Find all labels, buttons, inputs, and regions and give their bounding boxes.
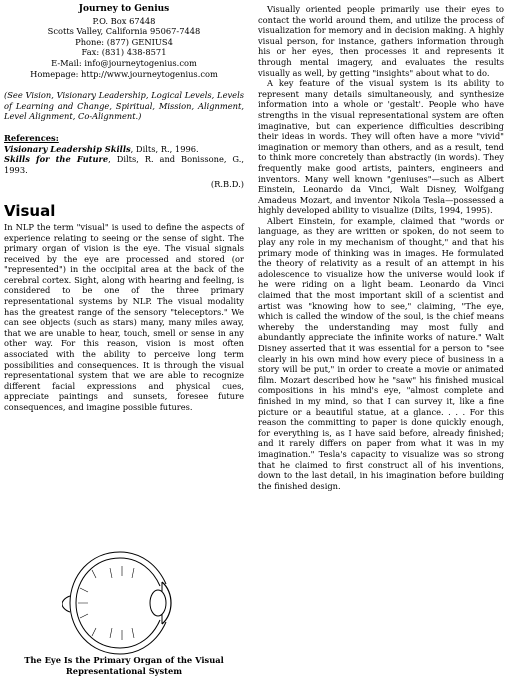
reference-item bbox=[4, 154, 244, 175]
contact-city: Scotts Valley, California 95067-7448 bbox=[47, 26, 201, 37]
figure-caption: The Eye Is the Primary Organ of the Visual Representational System bbox=[24, 655, 224, 676]
contact-fax: Fax: (831) 438-8571 bbox=[81, 47, 167, 58]
lens bbox=[150, 590, 166, 616]
reference-title: Skills for the Future bbox=[4, 154, 109, 165]
retina-lines bbox=[78, 570, 96, 636]
eye-diagram bbox=[62, 548, 178, 658]
reference-details: , Dilts, R. and Bonissone, G., 1993. bbox=[4, 154, 244, 175]
author-initials: (R.B.D.) bbox=[210, 179, 244, 190]
reference-details: , Dilts, R., 1996. bbox=[130, 143, 199, 154]
contact-email[interactable]: E-Mail: info@journeytogenius.com bbox=[51, 57, 197, 68]
right-column bbox=[258, 4, 504, 491]
references-heading: References: bbox=[4, 132, 59, 143]
vessel-lines bbox=[110, 566, 134, 640]
left-column bbox=[4, 4, 244, 413]
left-body-paragraph: In NLP the term "visual" is used to define the aspects of experience relating to seeing or the sense of sight. The primary organ of vision is the eye. The visual signals received by the eye are processed and stored (or "represented") in the occipital area at the back of the cerebral cortex. Sight, along with hearing and feeling, is considered to be one of the three primary representational systems by NLP. The visual modality has the greatest range of the sensory "teleceptors." We can see objects (such as stars) many, many miles away, that we are unable to hear, touch, smell or sense in any other way. For this reason, vision is most often associated with the ability to perceive long term possibilities and consequences. It is through the visual representational system that we are able to recognize different facial expressions and physical cues, appreciate paintings and sunsets, foresee future consequences, and imagine possible futures. bbox=[4, 221, 244, 412]
right-paragraph: A key feature of the visual system is its ability to represent many details simultaneously, and synthesize information into a whole or 'gestalt'. People who have strengths in the visual representational system are often imaginative, but can experience difficulties describing their ideas in words. They will often have a more "vivid" imagination or memory than others, and as a result, tend to think more concretely than abstractly (in words). They frequently make good artists, painters, engineers and inventors. Many well known "geniuses"—such as Albert Einstein, Leonardo da Vinci, Walt Disney, Wolfgang Amadeus Mozart, and inventor Nikola Tesla—possessed a highly developed ability to visualize (Dilts, 1994, 1995). bbox=[258, 78, 504, 216]
optic-nerve bbox=[62, 596, 70, 612]
contact-address: P.O. Box 67448 bbox=[92, 15, 156, 26]
contact-homepage[interactable]: Homepage: http://www.journeytogenius.com bbox=[30, 68, 218, 79]
contact-block bbox=[4, 4, 244, 79]
right-paragraph: Visually oriented people primarily use their eyes to contact the world around them, and utilize the process of visualization for memory and in decision making. A highly visual person, for instance, gathers information through his or her eyes, then processes it and represents it through mental imagery, and evaluates the results visually as well, by getting "insights" about what to do. bbox=[258, 4, 504, 78]
reference-item bbox=[4, 144, 244, 155]
contact-phone: Phone: (877) GENIUS4 bbox=[75, 36, 173, 47]
section-title: Visual bbox=[4, 201, 56, 220]
reference-title: Visionary Leadership Skills bbox=[4, 143, 131, 154]
eye-upper-inner bbox=[120, 558, 160, 586]
contact-title: Journey to Genius bbox=[78, 4, 170, 14]
right-paragraph: Albert Einstein, for example, claimed that "words or language, as they are written or spoken, do not seem to play any role in my mechanism of thought," and that his primary mode of thinking was in images. He formulated the theory of relativity as a result of an attempt in his adolescence to visualize how the universe would look if he were riding on a light beam. Leonardo da Vinci claimed that the most important skill of a scientist and artist was "knowing how to see," claiming, "The eye, which is called the window of the soul, is the chief means whereby the understanding may most fully and abundantly appreciate the infinite works of nature." Walt Disney asserted that it was essential for a person to "see clearly in his own mind how every piece of business in a story will be put," in order to create a movie or animated film. Mozart described how he "saw" his finished musical compositions in his mind's eye, "almost complete and finished in my mind, so that I can survey it, like a fine picture or a beautiful statue, at a glance. . . . For this reason the committing to paper is done quickly enough, for everything is, as I have said before, already finished; and it rarely differs on paper from what it was in my imagination." Tesla's capacity to visualize was so strong that he claimed to first construct all of his inventions, down to the last detail, in his imagination before building the finished design. bbox=[258, 215, 504, 491]
eye-inner-layer bbox=[76, 558, 160, 648]
eye-upper-outline bbox=[120, 552, 166, 584]
see-also-note: (See Vision, Visionary Leadership, Logical Levels, Levels of Learning and Change, Spiritual, Mission, Alignment, Level Alignment, Co-Alignment.) bbox=[4, 90, 244, 122]
